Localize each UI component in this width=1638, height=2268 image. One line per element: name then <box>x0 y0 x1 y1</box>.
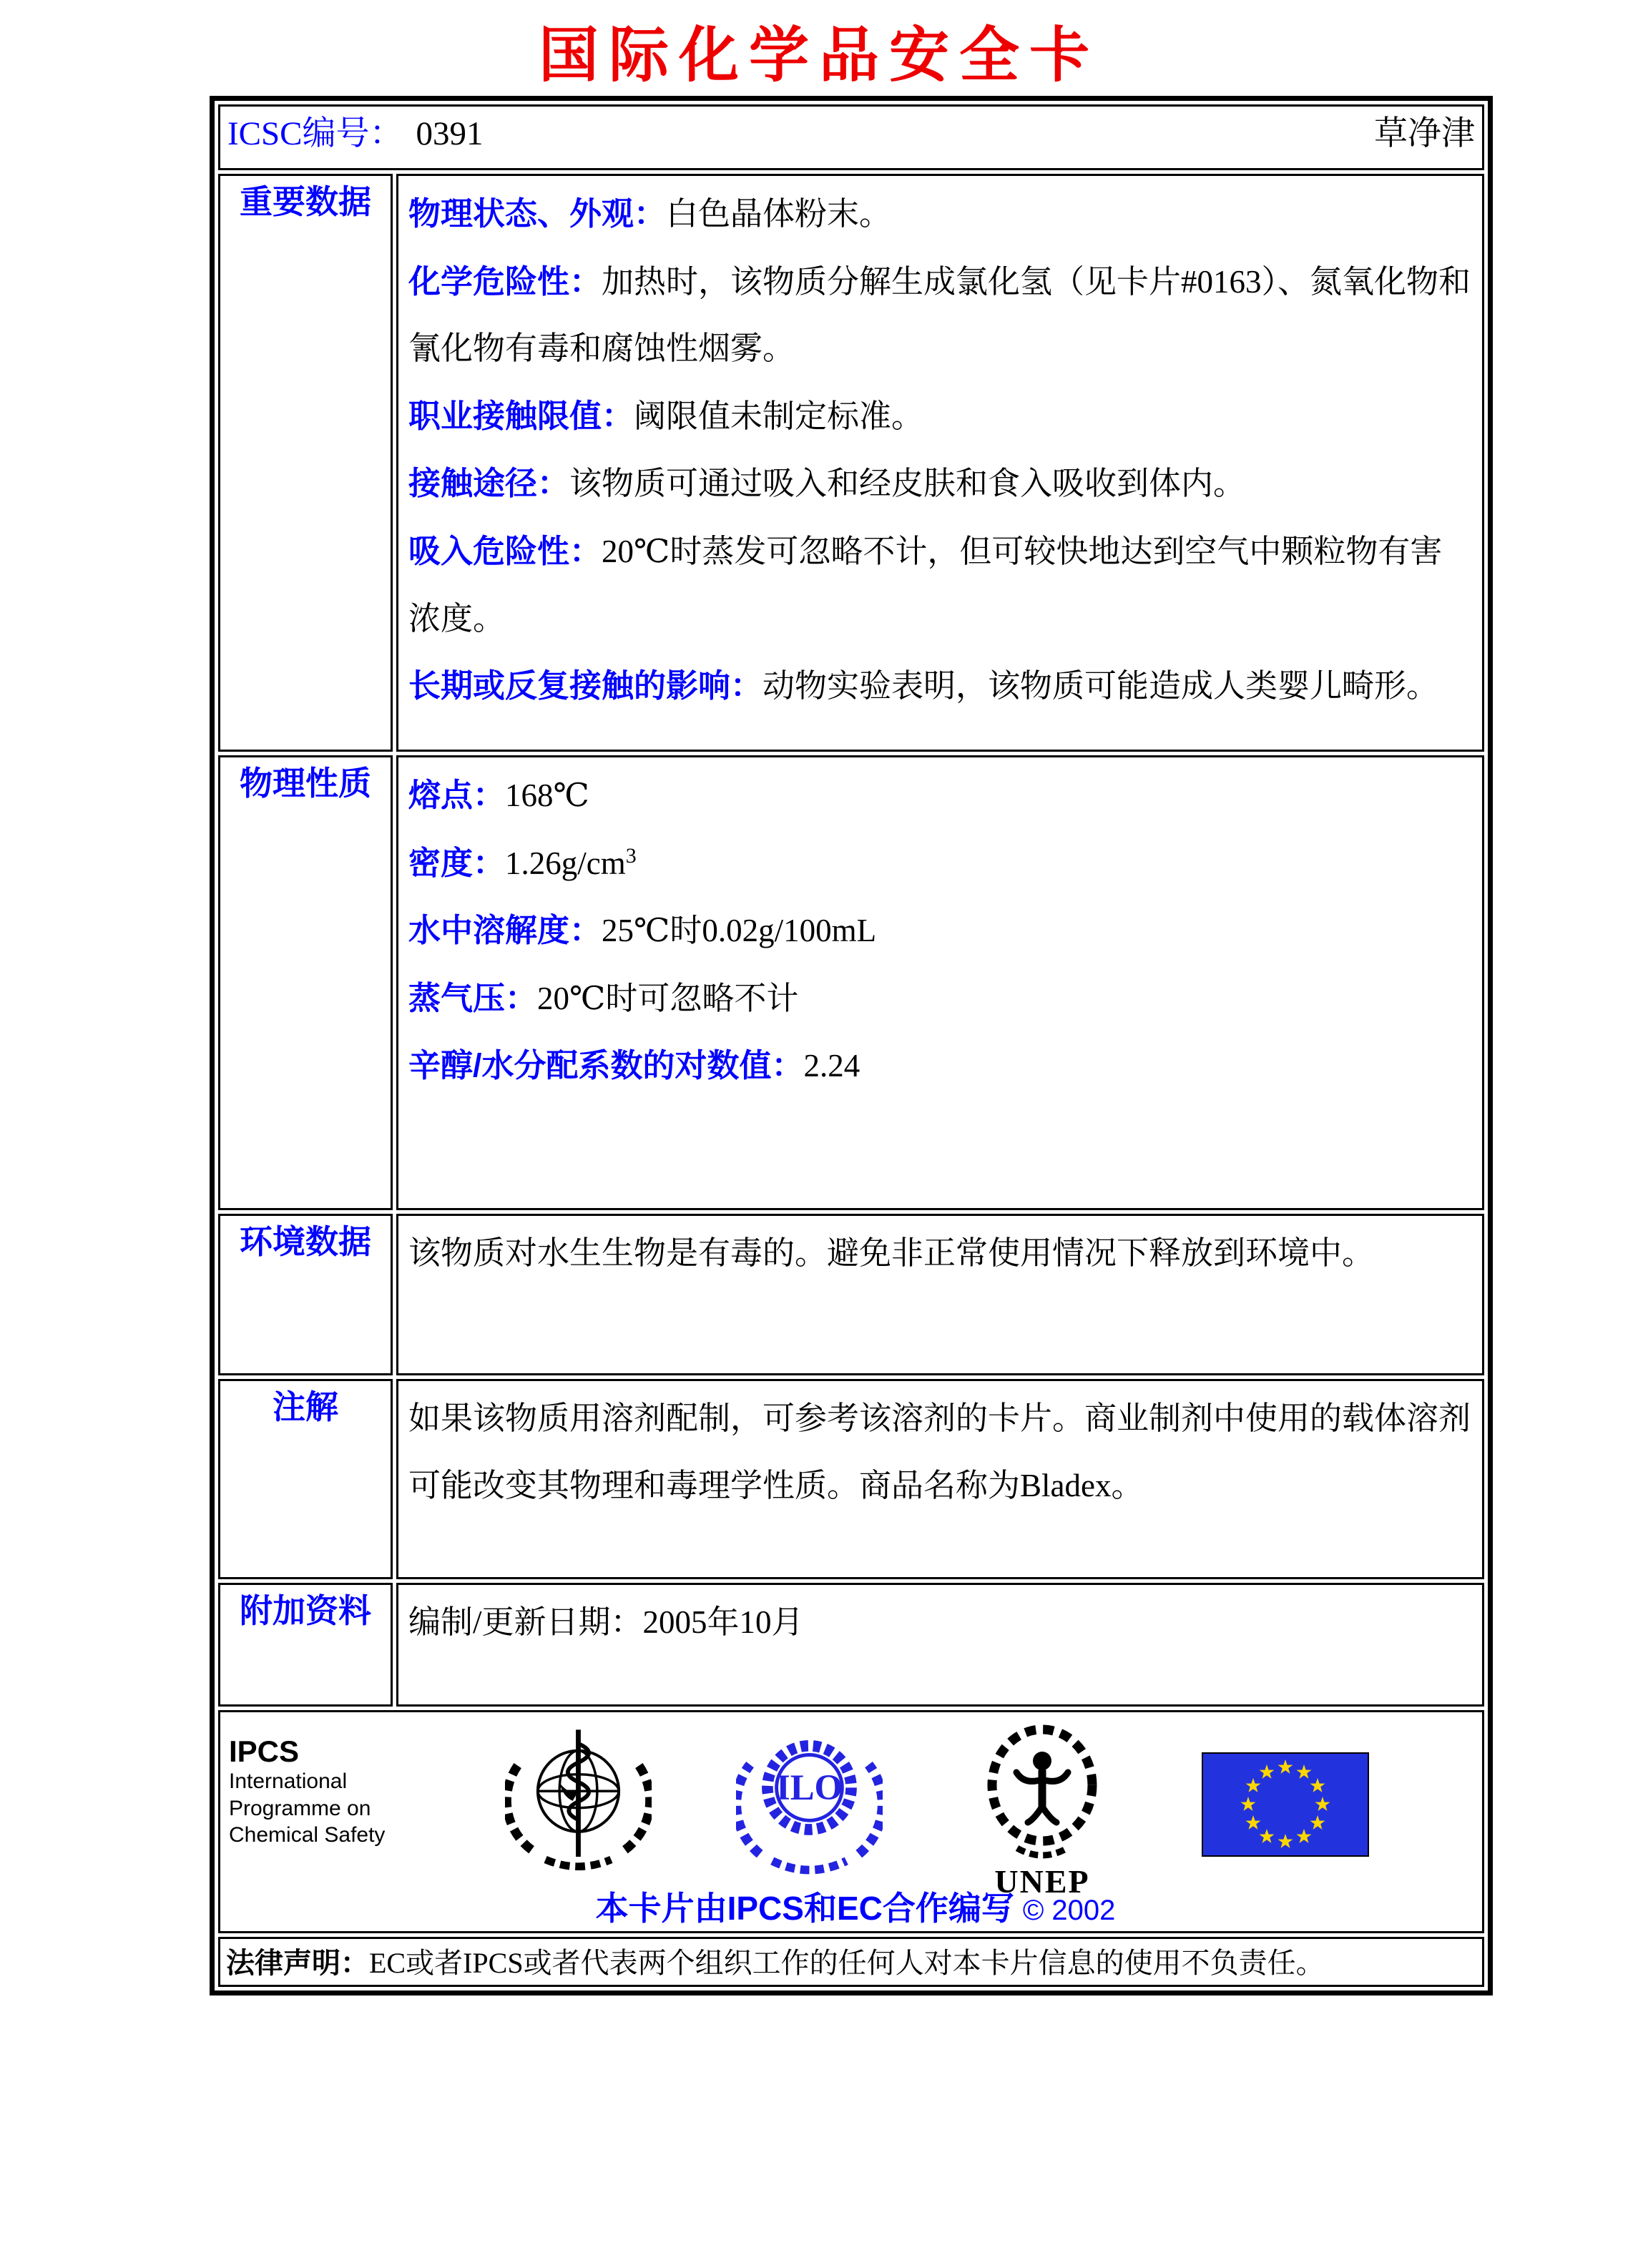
who-logo-icon <box>505 1719 652 1882</box>
section-label-notes: 注解 <box>218 1379 393 1579</box>
notes-text: 如果该物质用溶剂配制，可参考该溶剂的卡片。商业制剂中使用的载体溶剂可能改变其物理和毒理学性质。商品名称为Bladex。 <box>408 1400 1471 1503</box>
legal-row <box>218 1937 1484 1987</box>
icsc-number-value: 0391 <box>416 115 484 152</box>
section-content-additional <box>396 1583 1484 1707</box>
density-superscript: 3 <box>625 843 637 868</box>
section-content-important <box>396 174 1484 752</box>
field-inhalation-risk: 吸入危险性：20℃时蒸发可忽略不计，但可较快地达到空气中颗粒物有害浓度。 <box>408 532 1443 637</box>
additional-text: 编制/更新日期：2005年10月 <box>408 1604 804 1640</box>
page-title: 国际化学品安全卡 <box>538 19 1099 90</box>
icsc-number-group <box>227 107 484 154</box>
icsc-number-label: ICSC编号： <box>227 115 403 152</box>
footer-caption <box>229 1882 1482 1930</box>
field-density: 密度：$1.26g/cm^3$ <box>408 843 637 881</box>
unep-logo-icon <box>967 1719 1117 1902</box>
additional-info-row <box>218 1583 1484 1707</box>
header-cell <box>218 104 1484 170</box>
footer-cell <box>218 1710 1484 1933</box>
ipcs-subtitle-line2: Programme on <box>229 1796 371 1820</box>
section-label-environment: 环境数据 <box>218 1214 393 1375</box>
important-data-row <box>218 174 1484 752</box>
section-content-environment <box>396 1214 1484 1375</box>
logos-row <box>229 1719 1482 1898</box>
field-water-solubility: 水中溶解度：25℃时0.02g/100mL <box>408 912 877 949</box>
field-chemical-danger: 化学危险性：加热时，该物质分解生成氯化氢（见卡片#0163）、氮氧化物和氰化物有毒和腐蚀性烟雾。 <box>408 262 1471 367</box>
section-label-important: 重要数据 <box>218 174 393 752</box>
field-octanol-water: 辛醇/水分配系数的对数值：2.24 <box>408 1047 860 1084</box>
field-longterm-effects: 长期或反复接触的影响：动物实验表明，该物质可能造成人类婴儿畸形。 <box>408 667 1439 705</box>
field-exposure-routes: 接触途径：该物质可通过吸入和经皮肤和食入吸收到体内。 <box>408 465 1246 502</box>
environmental-data-row <box>218 1214 1484 1375</box>
section-content-physical <box>396 755 1484 1210</box>
svg-text:UNEP: UNEP <box>994 1863 1090 1898</box>
footer-row <box>218 1710 1484 1933</box>
field-vapor-pressure: 蒸气压：20℃时可忽略不计 <box>408 979 799 1016</box>
ipcs-subtitle-line3: Chemical Safety <box>229 1823 386 1847</box>
field-melting-point: 熔点：168℃ <box>408 777 589 813</box>
chemical-name: 草净津 <box>1374 115 1475 152</box>
legal-text: EC或者IPCS或者代表两个组织工作的任何人对本卡片信息的使用不负责任。 <box>369 1947 1325 1979</box>
icsc-card-table <box>210 96 1493 1995</box>
legal-label: 法律声明： <box>226 1948 369 1979</box>
section-label-additional: 附加资料 <box>218 1583 393 1707</box>
caption-text: 本卡片由IPCS和EC合作编写 <box>595 1890 1014 1927</box>
eu-flag-icon <box>1202 1752 1369 1860</box>
environment-text: 该物质对水生生物是有毒的。避免非正常使用情况下释放到环境中。 <box>408 1235 1375 1271</box>
field-physical-state: 物理状态、外观：白色晶体粉末。 <box>408 195 892 232</box>
svg-text:ILO: ILO <box>775 1767 843 1807</box>
caption-copyright: © 2002 <box>1022 1895 1116 1926</box>
legal-cell <box>218 1937 1484 1987</box>
ipcs-text-block <box>229 1719 421 1849</box>
header-row <box>218 104 1484 170</box>
physical-properties-row <box>218 755 1484 1210</box>
ipcs-title: IPCS <box>229 1734 300 1768</box>
field-occupational-limit: 职业接触限值：阈限值未制定标准。 <box>408 397 924 434</box>
ilo-logo-icon <box>736 1719 883 1882</box>
notes-row <box>218 1379 1484 1579</box>
section-label-physical: 物理性质 <box>218 755 393 1210</box>
ipcs-subtitle-line1: International <box>229 1769 348 1794</box>
section-content-notes <box>396 1379 1484 1579</box>
